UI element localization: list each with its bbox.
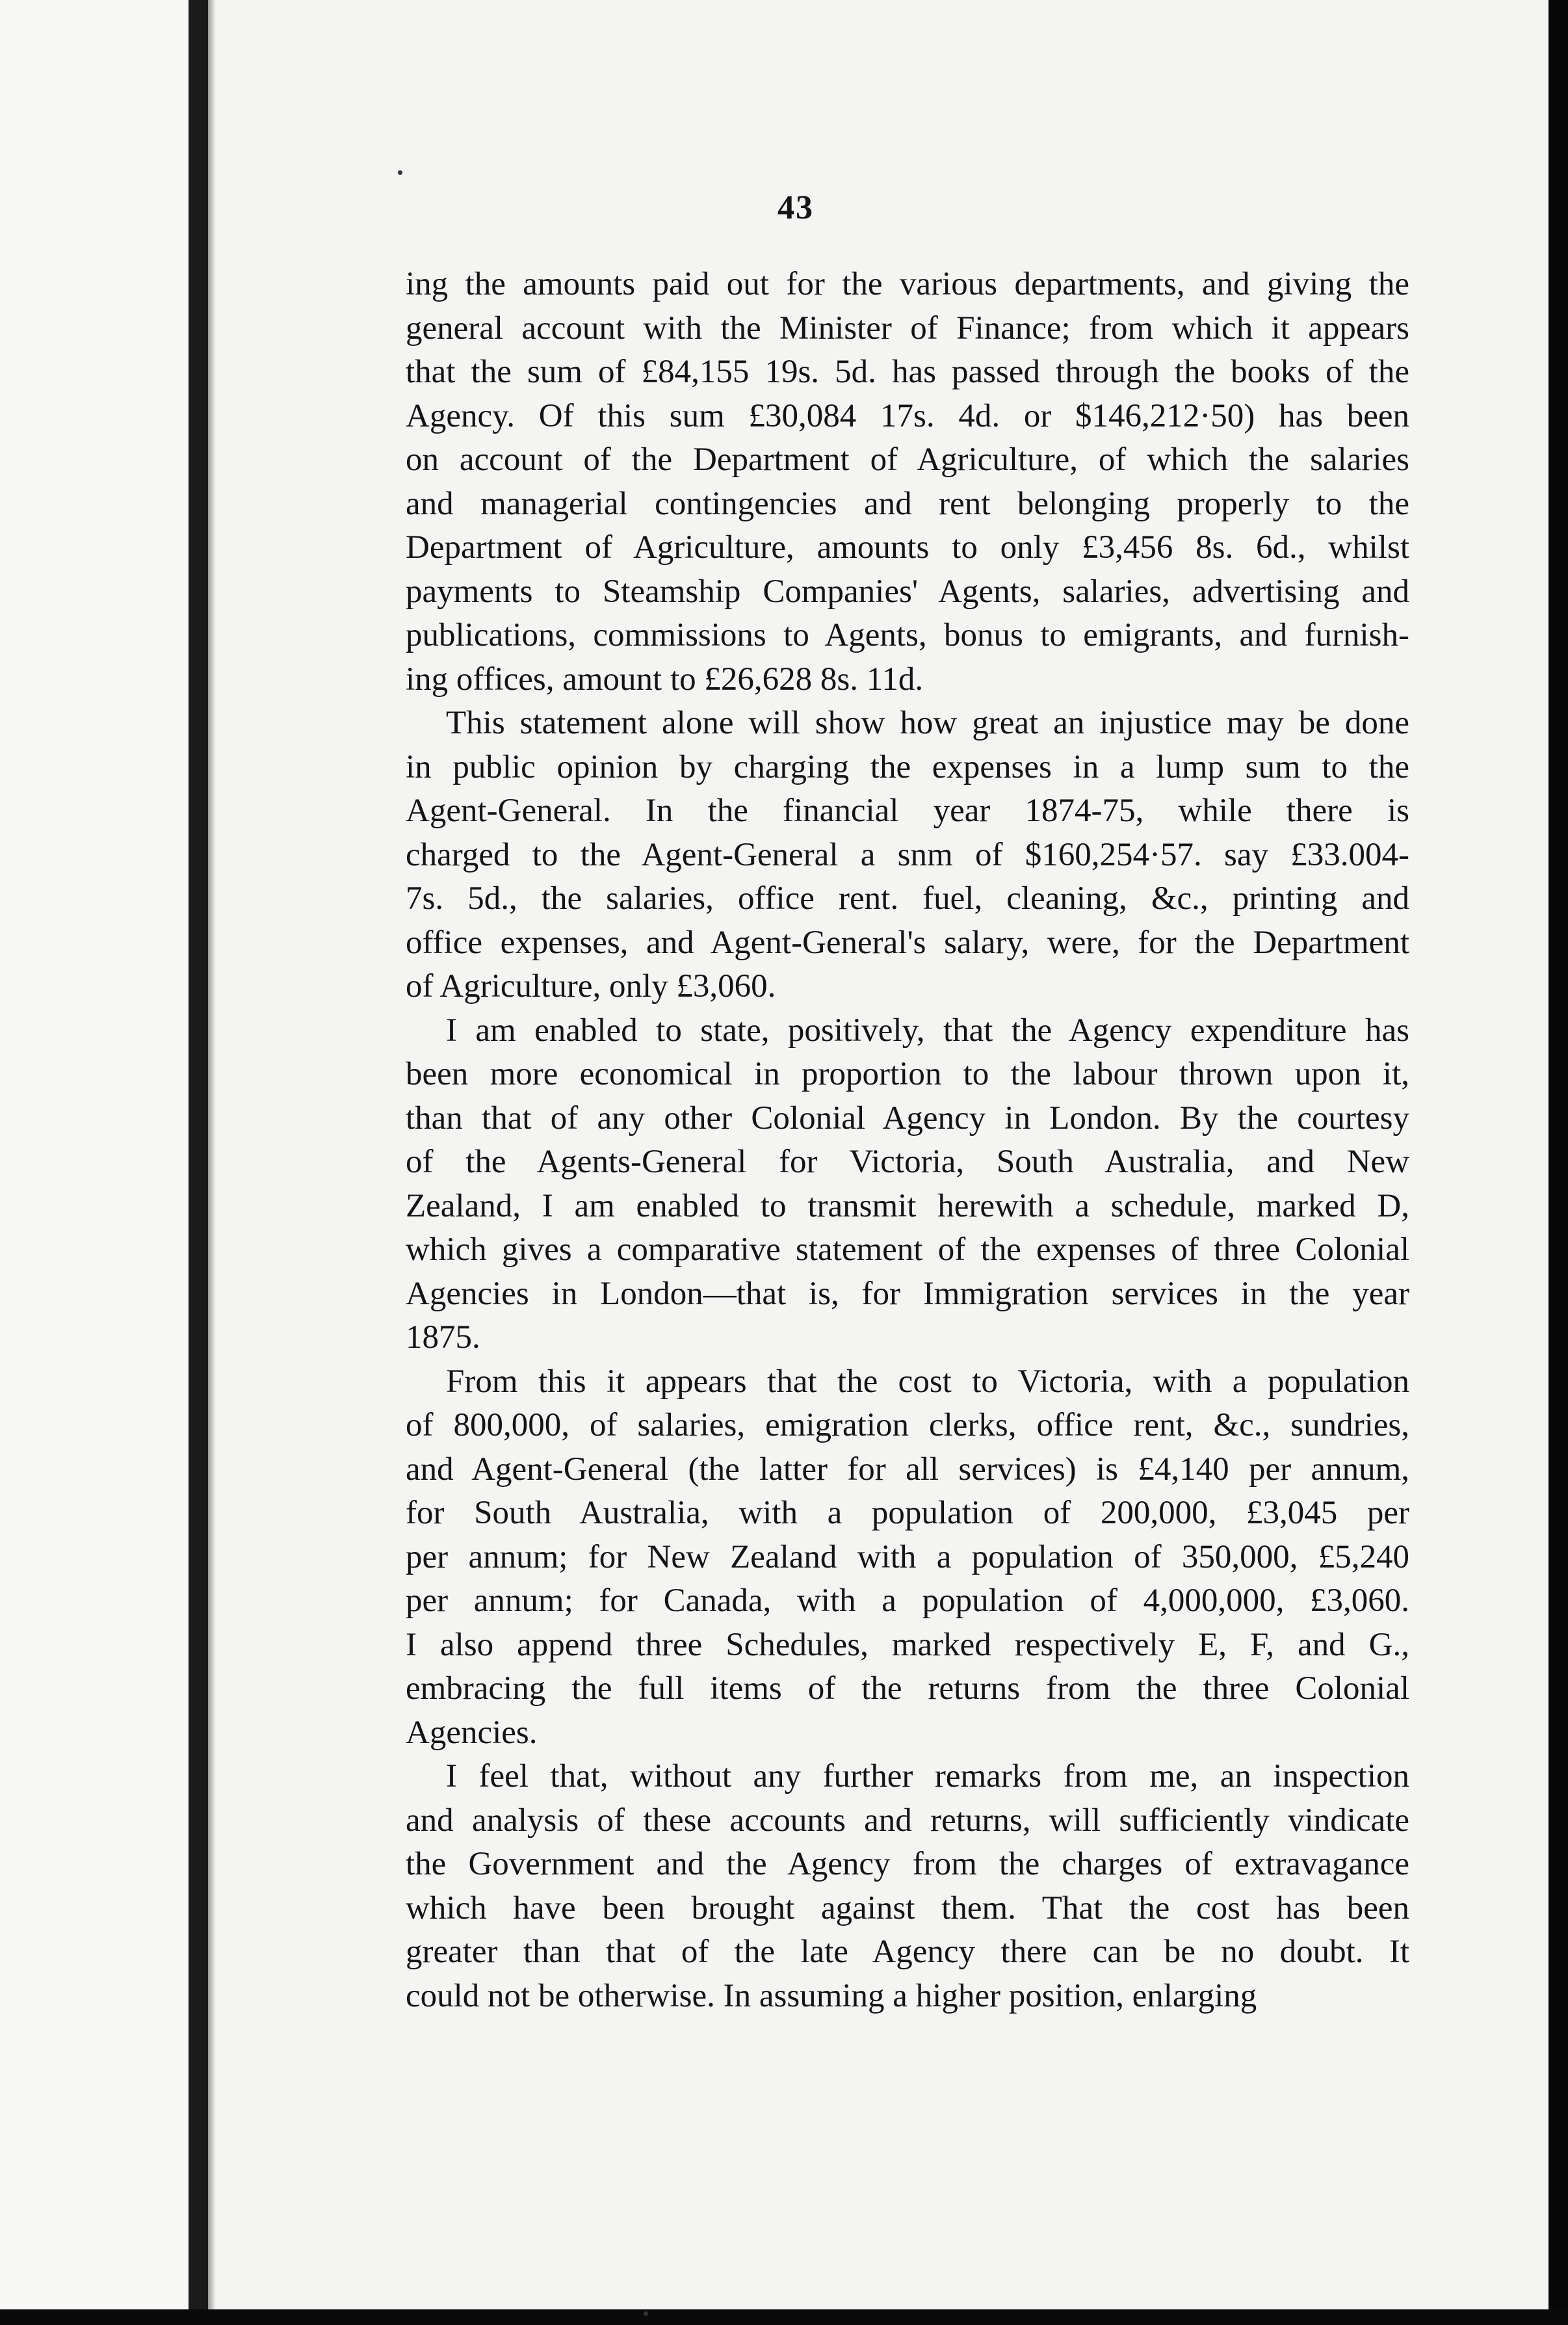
text-line: of Agriculture, only £3,060. xyxy=(406,968,776,1005)
bottom-page-edge xyxy=(0,2309,1568,2325)
text-line: of 800,000, of salaries, emigration clerks, office rent, &c., sundries, xyxy=(406,1407,1409,1443)
paragraph-p4 xyxy=(406,1360,1409,1755)
text-line: and analysis of these accounts and returns, will sufficiently vindicate xyxy=(406,1802,1409,1839)
text-line: 7s. 5d., the salaries, office rent. fuel, cleaning, &c., printing and xyxy=(406,880,1409,917)
text-line: I also append three Schedules, marked respectively E, F, and G., xyxy=(406,1626,1409,1663)
paragraph-p1 xyxy=(406,263,1409,702)
binding-edge xyxy=(189,0,208,2325)
binding-shadow xyxy=(208,0,216,2325)
text-line: charged to the Agent-General a snm of $160,254·57. say £33.004- xyxy=(406,836,1409,873)
text-line: on account of the Department of Agriculture, of which the salaries xyxy=(406,441,1409,478)
text-line: which have been brought against them. That the cost has been xyxy=(406,1889,1409,1926)
text-line: payments to Steamship Companies' Agents, salaries, advertising and xyxy=(406,573,1409,610)
text-line: This statement alone will show how great an injustice may be done xyxy=(446,705,1409,741)
text-line: could not be otherwise. In assuming a higher position, enlarging xyxy=(406,1977,1257,2014)
right-page-edge xyxy=(1548,0,1568,2325)
text-line: than that of any other Colonial Agency in London. By the courtesy xyxy=(406,1099,1409,1136)
text-line: Agencies. xyxy=(406,1714,538,1751)
paragraph-p2 xyxy=(406,702,1409,1009)
text-line: I feel that, without any further remarks from me, an inspection xyxy=(446,1758,1409,1794)
paragraph-p3 xyxy=(406,1009,1409,1360)
scan-speck xyxy=(398,170,402,175)
text-line: ing the amounts paid out for the various departments, and giving the xyxy=(406,266,1409,302)
text-line: Department of Agriculture, amounts to only £3,456 8s. 6d., whilst xyxy=(406,529,1409,566)
text-line: which gives a comparative statement of the expenses of three Colonial xyxy=(406,1231,1409,1268)
text-line: ing offices, amount to £26,628 8s. 11d. xyxy=(406,661,924,698)
text-line: per annum; for Canada, with a population of 4,000,000, £3,060. xyxy=(406,1583,1409,1619)
text-line: office expenses, and Agent-General's salary, were, for the Department xyxy=(406,924,1409,961)
scan-speck xyxy=(644,2311,648,2316)
text-line: been more economical in proportion to the labour thrown upon it, xyxy=(406,1056,1409,1092)
text-line: and managerial contingencies and rent belonging properly to the xyxy=(406,485,1409,522)
text-line: in public opinion by charging the expenses in a lump sum to the xyxy=(406,748,1409,785)
text-line: Agent-General. In the financial year 1874-75, while there is xyxy=(406,793,1409,829)
paragraph-p5 xyxy=(406,1755,1409,2018)
text-line: From this it appears that the cost to Victoria, with a population xyxy=(446,1363,1409,1400)
text-line: per annum; for New Zealand with a population of 350,000, £5,240 xyxy=(406,1538,1409,1575)
text-line: greater than that of the late Agency there can be no doubt. It xyxy=(406,1934,1409,1970)
text-line: general account with the Minister of Finance; from which it appears xyxy=(406,309,1409,347)
text-line: Agency. Of this sum £30,084 17s. 4d. or $146,212·50) has been xyxy=(406,397,1409,434)
text-line: that the sum of £84,155 19s. 5d. has passed through the books of the xyxy=(406,354,1409,390)
text-line: and Agent-General (the latter for all services) is £4,140 per annum, xyxy=(406,1451,1409,1488)
text-line: embracing the full items of the returns from the three Colonial xyxy=(406,1670,1409,1707)
text-line: I am enabled to state, positively, that the Agency expenditure has xyxy=(446,1012,1409,1049)
body-text xyxy=(406,263,1409,2018)
text-line: 1875. xyxy=(406,1319,480,1356)
text-line: for South Australia, with a population of 200,000, £3,045 per xyxy=(406,1495,1409,1531)
text-line: of the Agents-General for Victoria, South Australia, and New xyxy=(406,1144,1409,1180)
text-line: the Government and the Agency from the charges of extravagance xyxy=(406,1846,1409,1882)
text-line: Zealand, I am enabled to transmit herewith a schedule, marked D, xyxy=(406,1187,1409,1224)
page-number: 43 xyxy=(777,189,814,226)
left-margin-strip xyxy=(0,0,189,2325)
text-line: publications, commissions to Agents, bonus to emigrants, and furnish- xyxy=(406,617,1409,653)
text-line: Agencies in London—that is, for Immigration services in the year xyxy=(406,1275,1409,1312)
